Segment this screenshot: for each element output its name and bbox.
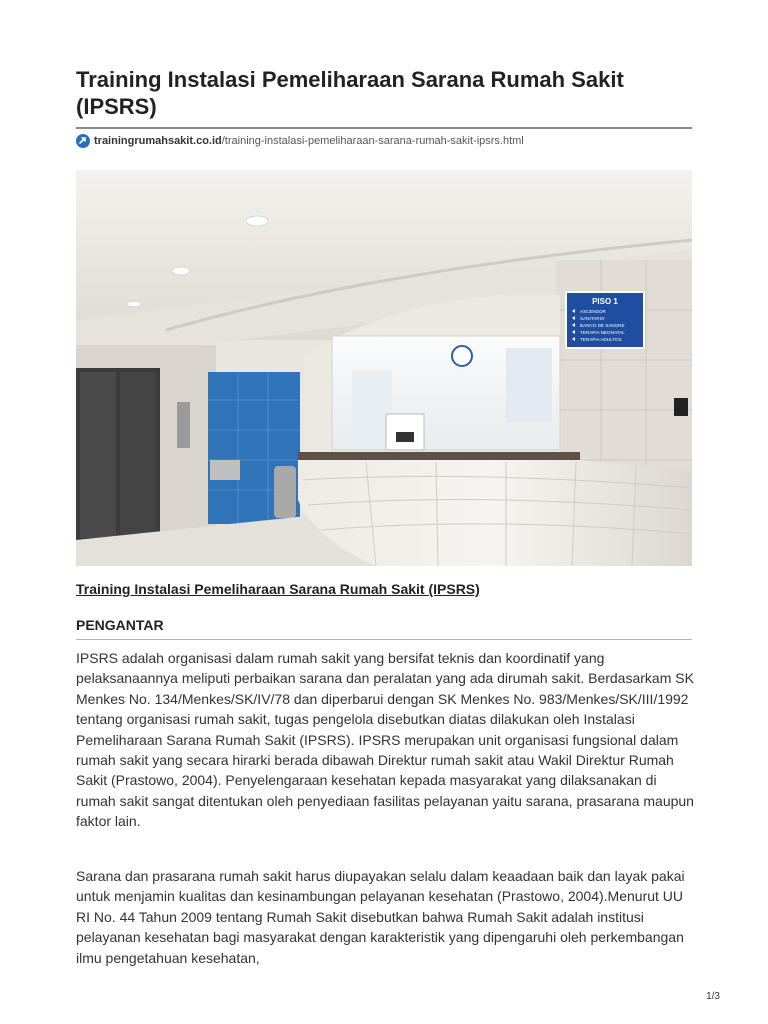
sign-item: BANCO DE SANGRE [580, 323, 625, 328]
hospital-reception-photo [76, 170, 692, 566]
link-icon [76, 134, 90, 148]
page-title: Training Instalasi Pemeliharaan Sarana Rumah Sakit (IPSRS) [76, 67, 624, 119]
source-link[interactable] [76, 132, 524, 150]
paragraph-1: IPSRS adalah organisasi dalam rumah sakit yang bersifat teknis dan koordinatif yang pelaksanaannya meliputi perbaikan sarana dan peralatan yang ada dirumah sakit. Berdasarkam SK Menkes No. 134/Menkes/SK/IV/78 dan diperbarui dengan SK Menkes No. 983/Menkes/SK/III/1992 tentang organisasi rumah sakit, tugas pengelola disebutkan diatas dilakukan oleh Instalasi Pemeliharaan Sarana Rumah Sakit (IPSRS). IPSRS merupakan unit organisasi fungsional dalam rumah sakit yang secara hirarki berada dibawah Direktur rumah sakit atau Wakil Direktur Rumah Sakit (Prastowo, 2004). Penyelengaraan kesehatan kepada masyarakat yang dilaksanakan di rumah sakit sangat ditentukan oleh penyediaan fasilitas pelayanan yaitu sarana, prasarana maupun faktor lain. [76, 650, 694, 830]
source-path[interactable]: /training-instalasi-pemeliharaan-sarana-rumah-sakit-ipsrs.html [221, 135, 524, 147]
page-number: 1/3 [706, 991, 720, 1002]
image-caption-link[interactable]: Training Instalasi Pemeliharaan Sarana Rumah Sakit (IPSRS) [76, 581, 480, 597]
sign-item: TERAPIA ADULTOS [580, 337, 622, 342]
sign-item: TERAPIA NEONATAL [580, 330, 625, 335]
section-divider [76, 639, 692, 640]
sign-title: PISO 1 [592, 297, 618, 306]
sign-item: SANITARIO [580, 316, 605, 321]
source-domain[interactable]: trainingrumahsakit.co.id [94, 135, 222, 147]
paragraph-2: Sarana dan prasarana rumah sakit harus diupayakan selalu dalam keaadaan baik dan layak pakai untuk menjamin kualitas dan kesinambungan pelayanan kesehatan (Prastowo, 2004).Menurut UU RI No. 44 Tahun 2009 tentang Rumah Sakit disebutkan bahwa Rumah Sakit adalah institusi pelayanan kesehatan bagi masyarakat dengan karakteristik yang dipengaruhi oleh perkembangan ilmu pengetahuan kesehatan, [76, 868, 685, 966]
photo-illustration [76, 170, 692, 566]
sign-item: ASCENSOR [580, 309, 606, 314]
title-divider [76, 127, 692, 129]
section-heading: PENGANTAR [76, 617, 164, 633]
